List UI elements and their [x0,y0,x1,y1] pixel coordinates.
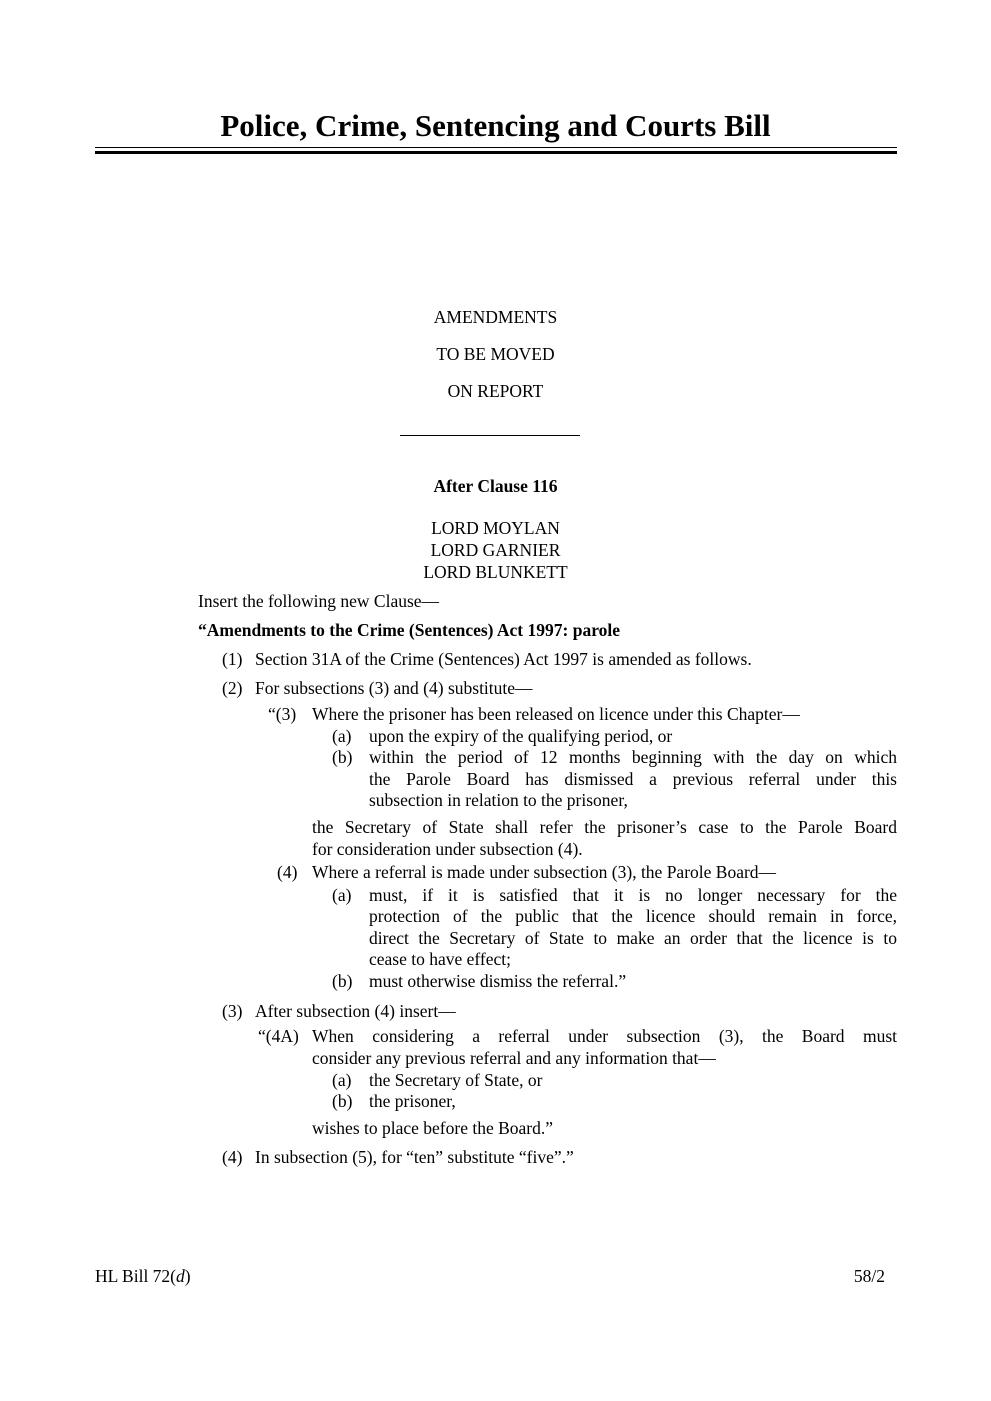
subsection-tail: for consideration under subsection (4). [312,839,583,859]
cover-line-2: TO BE MOVED [436,344,555,364]
amendment-position: After Clause 116 [433,476,558,496]
title-rule-thin [95,147,897,148]
bill-reference [95,1265,191,1287]
subsection-number: (4) [277,862,298,882]
clause-heading: “Amendments to the Crime (Sentences) Act 1997: parole [198,620,621,640]
subsection-number: (2) [222,678,243,698]
paragraph-number: (a) [332,885,352,905]
paragraph-number: (b) [332,747,353,767]
paragraph-number: (a) [332,726,352,746]
bill-reference-close: ) [184,1266,191,1286]
paragraph-text: within the period of 12 months beginning with the day on which [369,747,897,767]
sponsor: LORD BLUNKETT [423,562,568,582]
subsection-number: (4) [222,1147,243,1167]
bill-title: Police, Crime, Sentencing and Courts Bill [220,108,771,143]
subsection-text: In subsection (5), for “ten” substitute “five”.” [255,1147,574,1167]
subsection-number: (1) [222,649,243,669]
cover-line-1: AMENDMENTS [433,307,558,327]
paragraph-number: (b) [332,971,353,991]
sponsor: LORD GARNIER [430,540,561,560]
subsection-text: Where the prisoner has been released on licence under this Chapter— [312,704,800,724]
paragraph-text: protection of the public that the licence should remain in force, [369,906,897,926]
paragraph-text: must otherwise dismiss the referral.” [369,971,627,991]
bill-reference-text: HL Bill 72( [95,1266,177,1286]
bill-reference-suffix: d [176,1266,185,1286]
title-rule-thick [95,151,897,154]
paragraph-text: cease to have effect; [369,949,512,969]
sponsor: LORD MOYLAN [431,518,560,538]
cover-line-3: ON REPORT [447,381,544,401]
section-divider [400,435,580,436]
subsection-number: “(4A) [258,1026,299,1046]
paragraph-text: must, if it is satisfied that it is no longer necessary for the [369,885,897,905]
paragraph-text: direct the Secretary of State to make an order that the licence is to [369,928,897,948]
paragraph-text: the Secretary of State, or [369,1070,543,1090]
subsection-text: For subsections (3) and (4) substitute— [255,678,533,698]
subsection-text: Section 31A of the Crime (Sentences) Act 1997 is amended as follows. [255,649,752,669]
page-number: 58/2 [853,1266,885,1286]
subsection-tail: wishes to place before the Board.” [312,1118,554,1138]
paragraph-number: (b) [332,1091,353,1111]
amendment-intro: Insert the following new Clause— [198,591,440,611]
subsection-tail: the Secretary of State shall refer the prisoner’s case to the Parole Board [312,817,897,837]
subsection-text: consider any previous referral and any information that— [312,1048,716,1068]
subsection-text: When considering a referral under subsection (3), the Board must [312,1026,897,1046]
paragraph-text: the prisoner, [369,1091,456,1111]
subsection-number: “(3) [268,704,297,724]
subsection-number: (3) [222,1001,243,1021]
subsection-text: After subsection (4) insert— [255,1001,456,1021]
paragraph-number: (a) [332,1070,352,1090]
paragraph-text: the Parole Board has dismissed a previous referral under this [369,769,897,789]
paragraph-text: subsection in relation to the prisoner, [369,790,628,810]
paragraph-text: upon the expiry of the qualifying period, or [369,726,673,746]
subsection-text: Where a referral is made under subsection (3), the Parole Board— [312,862,777,882]
